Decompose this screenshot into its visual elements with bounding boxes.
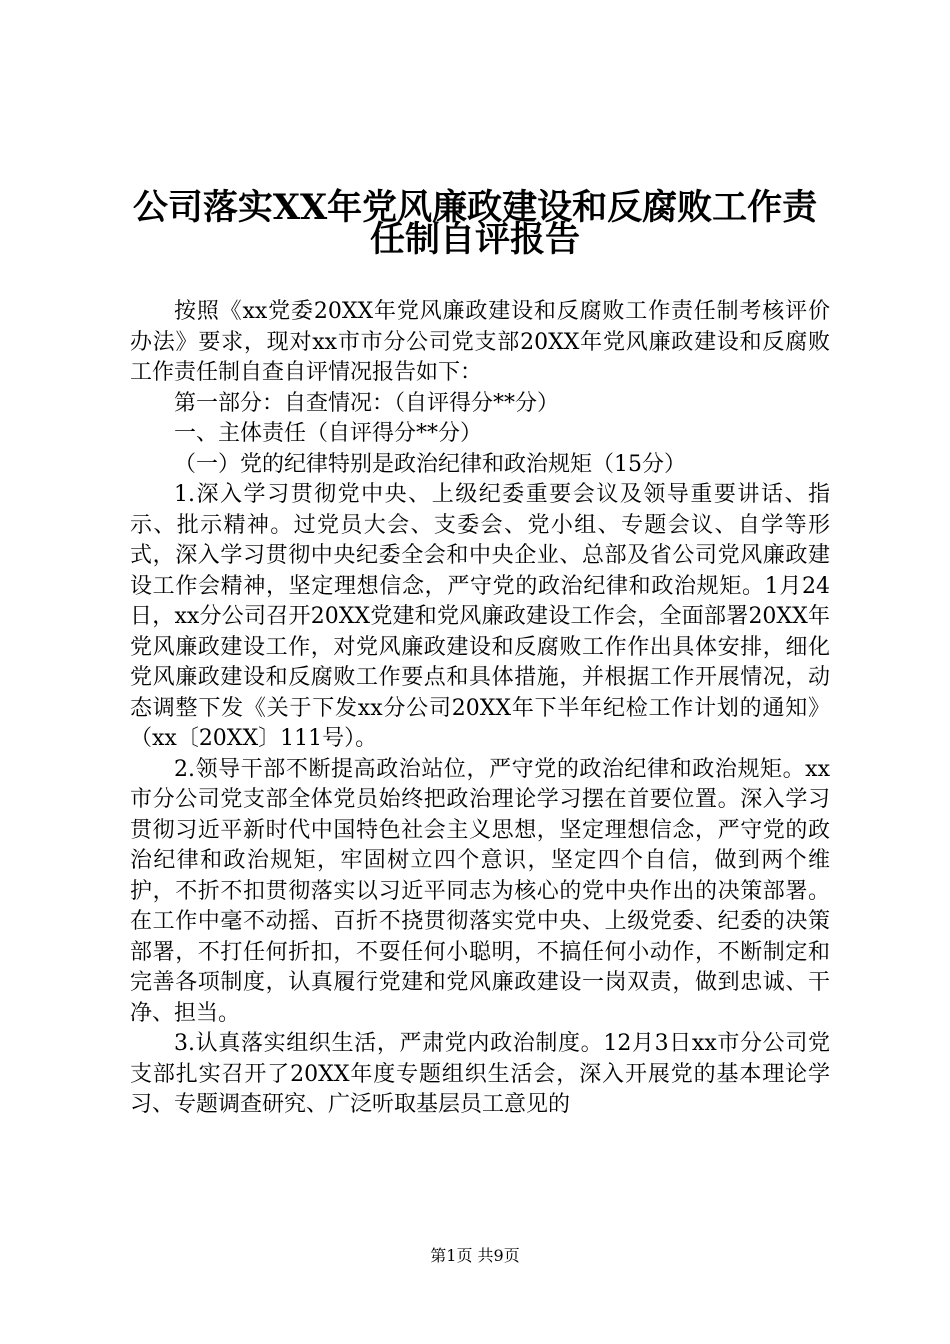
subsection-heading-discipline: （一）党的纪律特别是政治纪律和政治规矩（15分）: [174, 451, 686, 477]
part-one-heading: 第一部分：自查情况：（自评得分**分）: [174, 390, 560, 416]
intro-paragraph: 按照《xx党委20XX年党风廉政建设和反腐败工作责任制考核评价办法》要求，现对xx市市分公司党支部20XX年党风廉政建设和反腐败工作责任制自查自评情况报告如下：: [130, 299, 830, 385]
item-paragraph-2: 2.领导干部不断提高政治站位，严守党的政治纪律和政治规矩。xx市分公司党支部全体党员始终把政治理论学习摆在首要位置。深入学习贯彻习近平新时代中国特色社会主义思想，坚定理想信念，严守党的政治纪律和政治规矩，牢固树立四个意识，坚定四个自信，做到两个维护，不折不扣贯彻落实以习近平同志为核心的党中央作出的决策部署。在工作中毫不动摇、百折不挠贯彻落实党中央、上级党委、纪委的决策部署，不打任何折扣，不耍任何小聪明，不搞任何小动作，不断制定和完善各项制度，认真履行党建和党风廉政建设一岗双责，做到忠诚、干净、担当。: [130, 756, 830, 1026]
document-body: [130, 297, 830, 1121]
document-title-line-2: 任制自评报告: [369, 219, 580, 260]
document-title-line-1: 公司落实XX年党风廉政建设和反腐败工作责: [132, 187, 818, 228]
page-footer: 第1页 共9页: [430, 1246, 520, 1265]
item-paragraph-3: 3.认真落实组织生活，严肃党内政治制度。12月3日xx市分公司党支部扎实召开了20XX年度专题组织生活会，深入开展党的基本理论学习、专题调查研究、广泛听取基层员工意见的: [130, 1031, 830, 1117]
item-paragraph-1: 1.深入学习贯彻党中央、上级纪委重要会议及领导重要讲话、指示、批示精神。过党员大会、支委会、党小组、专题会议、自学等形式，深入学习贯彻中央纪委全会和中央企业、总部及省公司党风廉政建设工作会精神，坚定理想信念，严守党的政治纪律和政治规矩。1月24日，xx分公司召开20XX党建和党风廉政建设工作会，全面部署20XX年党风廉政建设工作，对党风廉政建设和反腐败工作作出具体安排，细化党风廉政建设和反腐败工作要点和具体措施，并根据工作开展情况，动态调整下发《关于下发xx分公司20XX年下半年纪检工作计划的通知》（xx〔20XX〕111号）。: [130, 482, 830, 751]
section-heading-main-responsibility: 一、主体责任（自评得分**分）: [174, 421, 483, 446]
